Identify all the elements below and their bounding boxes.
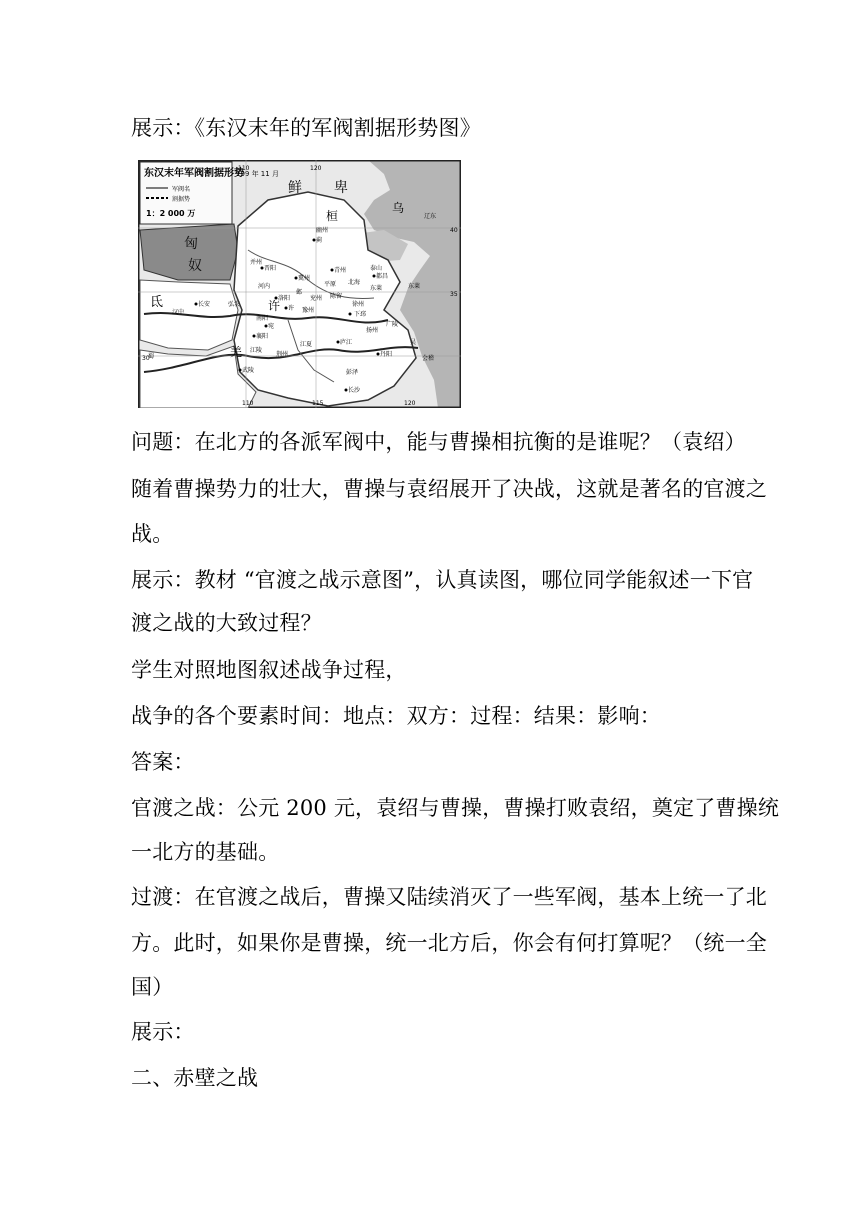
map-tick: 40	[450, 227, 458, 234]
place-label: 广陵	[386, 321, 399, 328]
place-label: 辽东	[424, 213, 437, 220]
region-label: 卑	[334, 180, 348, 196]
place-label: 冀州	[298, 275, 311, 282]
text-line: 展示：《东汉末年的军阀割据形势图》	[131, 116, 481, 140]
map-tick: 30	[142, 355, 150, 362]
region-label: 奴	[188, 258, 202, 274]
place-label: 吴	[410, 339, 417, 346]
place-label: 蜀	[148, 353, 155, 360]
text-line: 渡之战的大致过程？	[131, 611, 322, 635]
place-label: 幽州	[316, 227, 329, 234]
text-line: 过渡：在官渡之战后，曹操又陆续消灭了一些军阀，基本上统一了北	[131, 885, 767, 909]
place-label: 江夏	[300, 341, 313, 348]
map-tick: 110	[242, 400, 254, 407]
region-label: 羌	[230, 345, 243, 359]
place-label: 豫州	[302, 307, 315, 314]
map-title: 东汉末年军阀割据形势	[144, 168, 244, 179]
map-tick: 120	[310, 165, 322, 172]
region-label: 匈	[184, 236, 198, 252]
warlord-map-image	[138, 160, 461, 408]
map-drawing	[138, 160, 461, 408]
place-label: 长沙	[348, 387, 361, 394]
map-date: 199 年 11 月	[236, 170, 279, 178]
place-label: 宛	[268, 323, 275, 330]
place-label: 江陵	[250, 347, 263, 354]
text-line: 战。	[131, 522, 174, 546]
place-label: 扬州	[366, 327, 379, 334]
place-label: 许	[288, 305, 295, 312]
map-tick: 120	[404, 400, 416, 407]
place-label: 河内	[258, 283, 271, 290]
place-label: 荆州	[276, 351, 289, 358]
place-label: 邺	[296, 289, 303, 296]
map-tick: 115	[312, 400, 324, 407]
place-label: 东莱	[408, 283, 421, 290]
place-label: 长安	[198, 301, 211, 308]
place-label: 彭泽	[346, 369, 359, 376]
text-line: 战争的各个要素时间：地点：双方：过程：结果：影响：	[131, 704, 661, 728]
legend-item: 割据势	[172, 196, 191, 203]
region-label: 氐	[150, 295, 164, 310]
place-label: 洛阳	[278, 295, 291, 302]
place-label: 徐州	[352, 301, 365, 308]
place-label: 武陵	[242, 367, 255, 374]
text-line: 国）	[131, 975, 174, 999]
region-label: 桓	[326, 209, 339, 223]
map-tick: 110	[238, 165, 250, 172]
place-label: 庐江	[340, 339, 353, 346]
place-label: 汉中	[172, 309, 185, 316]
place-label: 北海	[348, 279, 361, 286]
map-scale: 1：2 000 万	[146, 209, 196, 218]
place-label: 下邳	[354, 311, 367, 318]
text-line: 随着曹操势力的壮大，曹操与袁绍展开了决战，这就是著名的官渡之	[131, 477, 767, 501]
place-label: 晋阳	[264, 265, 277, 272]
place-label: 兖州	[310, 295, 323, 302]
place-label: 陈留	[330, 293, 343, 300]
text-line: 官渡之战：公元 200 元，袁绍与曹操，曹操打败袁绍，奠定了曹操统	[131, 796, 780, 820]
section-heading: 二、赤壁之战	[131, 1066, 259, 1090]
place-label: 并州	[250, 259, 263, 266]
map-tick: 35	[450, 291, 458, 298]
place-label: 泰山	[370, 265, 383, 272]
text-line: 展示：教材 “官渡之战示意图”，认真读图，哪位同学能叙述一下官	[131, 568, 754, 592]
text-line: 答案：	[131, 750, 195, 774]
text-line: 学生对照地图叙述战争过程，	[131, 658, 407, 682]
place-label: 会稽	[422, 355, 435, 362]
legend-item: 军阀名	[172, 186, 191, 193]
text-line: 展示：	[131, 1020, 195, 1044]
region-label: 鲜	[288, 180, 302, 196]
place-label: 丹阳	[380, 351, 393, 358]
place-label: 南阳	[256, 315, 269, 322]
text-line: 问题：在北方的各派军阀中，能与曹操相抗衡的是谁呢？（袁绍）	[131, 430, 746, 454]
text-line: 方。此时，如果你是曹操，统一北方后，你会有何打算呢？（统一全	[131, 931, 767, 955]
place-label: 弘农	[228, 301, 241, 308]
region-label: 许	[268, 299, 281, 313]
region-label: 乌	[392, 201, 405, 215]
place-label: 都昌	[376, 273, 389, 280]
text-line: 一北方的基础。	[131, 840, 280, 864]
place-label: 襄阳	[256, 333, 269, 340]
place-label: 平原	[324, 281, 337, 288]
place-label: 东莱	[370, 285, 383, 292]
place-label: 蓟	[316, 237, 323, 244]
place-label: 青州	[334, 267, 347, 274]
